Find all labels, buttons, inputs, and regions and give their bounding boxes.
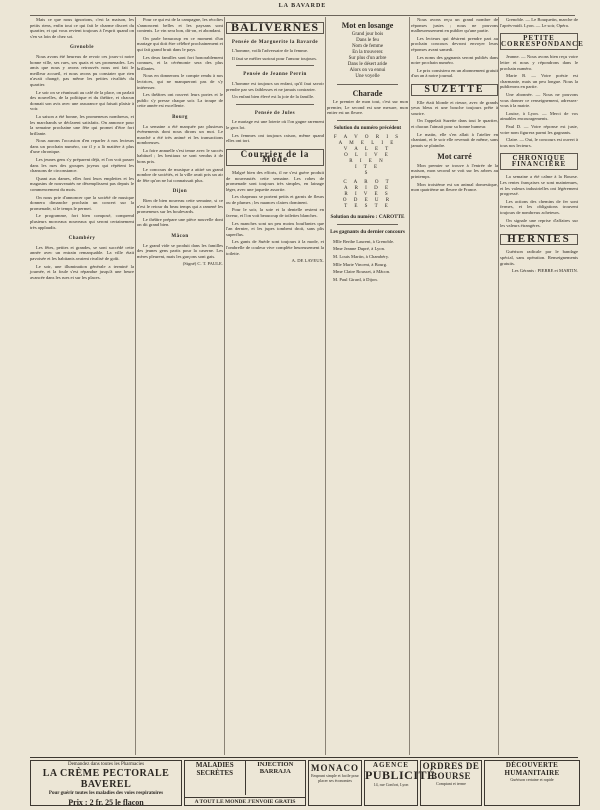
hernies-title: HERNIES [500, 234, 578, 246]
paragraph: Les fêtes, petites et grandes, se sont succédé cette année avec un entrain remarquable. La ville était pavoisée et les habitants avaient rivalisé de goût. [30, 244, 134, 261]
paragraph: Une abonnée. — Nous ne pouvons vous donner ce renseignement, adressez-vous à la mairie. [500, 91, 578, 109]
column-rule [498, 17, 499, 755]
paragraph: Le concours de musique a attiré un grand nombre de sociétés, et la ville avait pris un air de fête qu'on ne lui connaissait plus. [137, 166, 223, 183]
subheading: Pensée de Jeanne Perrin [243, 72, 307, 78]
column-4 [327, 17, 408, 755]
paragraph: L'homme est toujours un enfant, qu'il faut savoir prendre par ses faiblesses et ne jamais contrarier. [226, 80, 324, 92]
section-heading-bourg: Bourg [172, 114, 188, 120]
balivernes-title: BALIVERNES [226, 22, 324, 34]
ad-text: A TOUT LE MONDE J'ENVOIE GRATIS [185, 797, 305, 805]
ad-headline: MALADIES SECRÈTES [195, 761, 234, 777]
column-5 [411, 17, 498, 755]
winner-entry: Mlle Berthe Laurent, à Grenoble. [333, 238, 395, 244]
paragraph: Les noms des gagnants seront publiés dans notre prochain numéro. [411, 54, 498, 66]
paragraph: Nous avons reçu un grand nombre de réponses justes ; nous ne pouvons malheureusement en publier qu'une partie. [411, 17, 498, 34]
paragraph: Jeanne. — Nous avons bien reçu votre lettre et nous y répondrons dans le prochain numéro. [500, 54, 578, 71]
masthead: LA BAVARDE [30, 3, 575, 16]
paragraph: Les lecteurs qui désirent prendre part au prochain concours devront envoyer leurs réponses avant samedi. [411, 35, 498, 52]
charade-title: Charade [352, 88, 383, 98]
paragraph: Le programme, fort bien composé, comprend plusieurs morceaux nouveaux qui seront certainement très applaudis. [30, 213, 134, 230]
ad-decouverte-humanitaire [484, 760, 580, 806]
puzzle-grid-2: C A R O T A R I D E R I V E S O D E U R T E S T E [342, 179, 393, 209]
signature: (Signé) C. T. PAULE. [182, 261, 223, 267]
ad-text: Demandez dans toutes les Pharmacies [67, 762, 145, 767]
advertisement-strip [30, 757, 578, 806]
ad-monaco [308, 760, 362, 806]
paragraph: Le prix consistera en un abonnement gratuit d'un an à notre journal. [411, 67, 498, 79]
paragraph: Les théâtres ont rouvert leurs portes et le public s'y presse chaque soir. La troupe de cette année est excellente. [137, 92, 223, 109]
section-heading-macon: Mâcon [171, 234, 189, 239]
winner-entry: Mme Claire Rousset, à Mâcon. [333, 269, 391, 275]
paragraph: La foire annuelle s'est tenue avec le succès habituel ; les bestiaux se sont vendus à de bons prix. [137, 147, 223, 165]
ad-headline: ORDRES DE BOURSE [422, 761, 480, 781]
puzzle-grid: F A V O R I S A M E L I E V A L E T O L I V E R I E N I T E S [333, 134, 402, 176]
column-6 [500, 17, 584, 755]
lead-paragraph: Grenoble. — Le Bouquetin, marche de l'après-midi. Lyon. — Le soir, Opéra. [500, 17, 578, 28]
correspondance-title: PETITE CORRESPONDANCE [500, 33, 578, 50]
paragraph: Le grand vide se produit dans les familles des jeunes gens partis pour la caserne. Les mères pleurent, mais les garçons sont gais. [137, 242, 223, 259]
winner-entry: Mme Jeanne Dupré, à Lyon. [333, 246, 386, 252]
ad-headline: LA CRÈME PECTORALE BAVEREL [42, 768, 170, 790]
paragraph: Le matin, elle s'en allait à l'atelier en chantant, et le soir elle revenait de même, sans jamais se plaindre. [411, 131, 498, 148]
paragraph: Nous aurons l'occasion d'en reparler à nos lecteurs dans un prochain numéro, car il y a là matière à plus d'une chronique. [30, 138, 134, 155]
paragraph: Pour le soir, la soie et la dentelle restent en faveur, et l'on voit beaucoup de toilettes blanches. [226, 207, 324, 219]
signature: Les Gérants : PIERRE et MARTIN. [511, 268, 578, 274]
paragraph: Pour ce qui est de la campagne, les récoltes s'annoncent belles et les paysans sont contents. Le vin sera bon, dit-on, et abondant. [137, 17, 223, 34]
paragraph: Malgré bien des efforts, il ne s'est guère produit de nouveautés cette semaine. Les robes de promenade sont toujours très simples, en lainage léger, avec une jaquette assortie. [226, 169, 324, 192]
paragraph: Elle était blonde et rieuse, avec de grands yeux bleus et une bouche toujours prête à sourire. [411, 99, 498, 116]
paragraph: Le théâtre prépare une pièce nouvelle dont on dit grand bien. [137, 216, 223, 228]
paragraph: Nous en donnerons le compte rendu à nos lectrices, qui ne manqueront pas de s'y intéresser. [137, 73, 223, 90]
separator [236, 65, 314, 66]
paragraph: La saison a été bonne, les promeneurs nombreux, et les marchands se déclarent satisfaits. On annonce pour la semaine prochaine une fête qui promet d'être fort brillante. [30, 113, 134, 136]
paragraph: Les chapeaux se portent petits et garnis de fleurs ou de plumes ; les nuances claires dominent. [226, 194, 324, 205]
puzzle-solution-label: Solution du numéro précédent [333, 124, 402, 131]
ad-text: Pour guérir toutes les maladies des voies respiratoires [48, 791, 164, 796]
paragraph: L'homme, voilà l'adversaire de la femme. [232, 48, 309, 54]
paragraph: On parle beaucoup en ce moment d'un mariage qui doit être célébré prochainement et qui fait grand bruit dans le pays. [137, 35, 223, 52]
losange-clues: Grand jour bois Dans le feu Nom de femme En la trouverez Sur plus d'un arbre Dans le désert aride Alors on va ennui Une voyelle [347, 31, 388, 79]
ad-text: Emprunt simple et facile pour placer ses économies [311, 773, 359, 783]
paragraph: Rien de bien nouveau cette semaine, si ce n'est le retour du beau temps qui a ramené les promeneurs sur les boulevards. [137, 198, 223, 215]
signature: A. DE LAVEUX. [291, 258, 324, 264]
ad-headline: MONACO [311, 763, 359, 773]
paragraph: Les actions des chemins de fer sont fermes, et les obligations trouvent toujours de nombreux acheteurs. [500, 198, 578, 216]
column-rule [325, 17, 326, 755]
winners-title: Les gagnants du dernier concours [330, 229, 405, 236]
paragraph: Claire. — Oui, le concours est ouvert à tous nos lecteurs. [500, 137, 578, 148]
ad-address: 14, rue Confort, Lyon [373, 782, 409, 787]
suzette-title: SUZETTE [411, 84, 498, 96]
paragraph: La semaine a été marquée par plusieurs événements dont nous dirons un mot. Le marché a été très animé et les transactions nombreuses. [137, 123, 223, 146]
ad-price: Prix : 2 fr. 25 le flacon [68, 798, 144, 807]
ad-agence-publicite [364, 760, 436, 806]
paragraph: Un enfant bien élevé est la joie de la famille. [232, 94, 315, 100]
ad-headline: PUBLICITÉ [365, 768, 436, 782]
separator [337, 84, 398, 85]
ad-headline: DÉCOUVERTE HUMANITAIRE [504, 761, 560, 777]
paragraph: Les femmes ont toujours raison, même quand elles ont tort. [226, 132, 324, 144]
paragraph: Louise, à Lyon. — Merci de vos aimables encouragements. [500, 110, 578, 122]
paragraph: On signale une reprise d'affaires sur les valeurs étrangères. [500, 217, 578, 229]
mot-losange-title: Mot en losange [341, 21, 394, 30]
winner-entry: M. Louis Martin, à Chambéry. [333, 253, 389, 259]
paragraph: On nous prie d'annoncer que la société de musique donnera dimanche prochain un concert sur la promenade, si le temps le permet. [30, 194, 134, 211]
paragraph: On l'appelait Suzette dans tout le quartier, et chacun l'aimait pour sa bonne humeur. [411, 118, 498, 129]
mot-carre-title: Mot carré [437, 152, 472, 162]
subheading: Pensée de Marguerite la Bavarde [231, 39, 319, 45]
column-3 [226, 17, 324, 755]
separator [337, 120, 398, 121]
column-rule [135, 17, 136, 755]
paragraph: Les jeunes gens s'y préparent déjà, et l'on voit passer dans les rues des groupes joyeux qui répètent les chansons de circonstance. [30, 157, 134, 174]
paragraph: Marie B. — Votre poésie est charmante, mais un peu longue. Nous la publierons en partie. [500, 73, 578, 90]
paragraph: Il faut se méfier surtout pour l'amour toujours. [232, 55, 318, 61]
charade-text: Le premier de mon tout, c'est sur mon premier, Le second est une mesure, mon entier est un fleuve. [327, 99, 408, 116]
separator [337, 224, 398, 225]
subheading: Pensée de Jules [254, 110, 296, 116]
paragraph: Les deux familles sont fort honorablement connues, et la cérémonie sera des plus brillantes. [137, 54, 223, 71]
paragraph: Paul D. — Votre réponse est juste, votre nom figurera parmi les gagnants. [500, 123, 578, 135]
paragraph: La semaine a été calme à la Bourse. Les rentes françaises se sont maintenues, et les valeurs industrielles ont légèrement progressé. [500, 174, 578, 197]
column-rule [409, 17, 410, 755]
paragraph: Le soir on se réunissait au café de la place, on parlait des nouvelles, de la politique et du théâtre, et chacun donnait son avis avec une assurance qui faisait plaisir à voir. [30, 89, 134, 112]
winner-entry: M. Paul Girard, à Dijon. [333, 276, 378, 282]
paragraph: Le mariage est une loterie où l'on gagne rarement le gros lot. [226, 119, 324, 130]
column-1 [30, 17, 134, 755]
paragraph: Les gants de Suède sont toujours à la mode, et l'ombrelle de couleur vive complète heureusement la toilette. [226, 239, 324, 256]
ad-text: Comptant et terme [436, 781, 466, 786]
paragraph: Les manches sont un peu moins bouffantes que l'an dernier, et les jupes tombent droit, sans plis superflus. [226, 220, 324, 237]
column-rule [224, 17, 225, 755]
paragraph: Mon premier se trouve à l'entrée de la maison, mon second se voit sur les arbres au printemps. [411, 162, 498, 180]
paragraph: Mon troisième est un animal domestique, mon quatrième un fleuve de France. [411, 181, 498, 193]
section-heading-grenoble: Grenoble [70, 45, 94, 51]
separator [236, 104, 314, 105]
ad-maladies-secretes [184, 760, 306, 806]
paragraph: Guérison radicale par le bandage spécial, sans opération. Renseignements gratuits. [500, 249, 578, 266]
paragraph: Le soir, une illumination générale a terminé la journée, et la foule s'est répandue jusqu'à une heure avancée dans les rues et sur les places. [30, 263, 134, 280]
section-heading-chambery: Chambéry [68, 236, 96, 242]
column-2 [137, 17, 223, 755]
chronique-financiere-title: CHRONIQUE FINANCIÈRE [500, 153, 578, 170]
section-heading-dijon: Dijon [172, 189, 188, 195]
paragraph: Quant aux dames, elles font leurs emplettes et les magasins de nouveautés ne désemplissent pas depuis le commencement du mois. [30, 175, 134, 193]
winner-entry: Mlle Marie Vincent, à Bourg. [333, 261, 388, 267]
ad-creme-pectorale [30, 760, 182, 806]
ad-text: AGENCE [373, 761, 409, 769]
ad-headline: INJECTION BARRAJA [257, 761, 294, 775]
ad-text: Guérison certaine et rapide [510, 777, 554, 782]
courrier-mode-title: Courrier de la Mode [226, 149, 324, 166]
puzzle-solution-label-2: Solution du numéro : CAROTTE [330, 213, 405, 220]
lead-paragraph: Mais ce que nous ignorions, c'est la maison, les petits riens, enfin tout ce qui fait le charme discret du quartier, et qui vous revient toujours à l'esprit quand on s'en va loin de chez soi. [30, 17, 134, 39]
paragraph: Nous avons été heureux de revoir ces jours-ci notre bonne ville, ses rues, ses quais et ses promenades. Les amis que nous y avons retrouvés nous ont fait le meilleur accueil, et nous avons pu constater que rien n'avait changé, pas même les petites rivalités du quartier. [30, 53, 134, 87]
ad-ordres-bourse [420, 760, 482, 806]
